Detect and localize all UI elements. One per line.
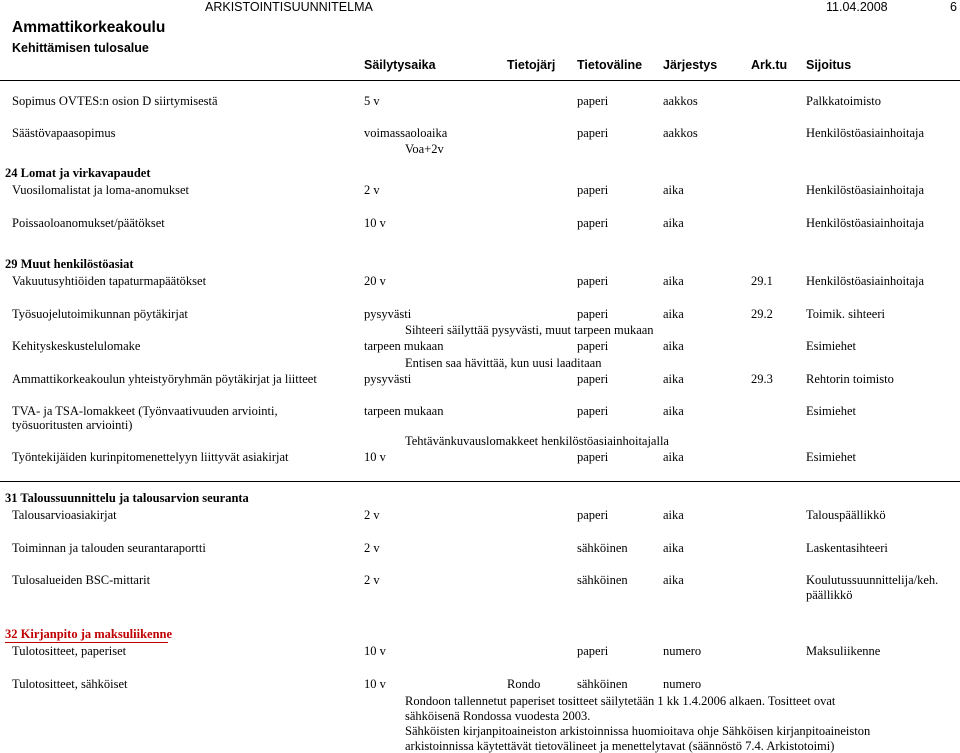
table-row-location-continued: päällikkö: [806, 588, 853, 602]
table-row-arkunit: 29.1: [751, 274, 773, 288]
table-row-order: aika: [663, 450, 684, 464]
table-row-order: numero: [663, 644, 702, 658]
table-row-name: Toiminnan ja talouden seurantaraportti: [12, 541, 206, 555]
note-line: arkistoinnissa käytettävät tietovälineet ja menettelytavat (säännöstö 7.4. Arkistotoimi): [405, 739, 835, 753]
table-row-location: Toimik. sihteeri: [806, 307, 885, 321]
table-row-medium: paperi: [577, 216, 609, 230]
table-row-medium: paperi: [577, 450, 609, 464]
section-heading: 29 Muut henkilöstöasiat: [5, 257, 134, 271]
section-heading-underline: [5, 642, 168, 643]
column-header-system: Tietojärj: [507, 58, 556, 72]
table-row-name: Tulosalueiden BSC-mittarit: [12, 573, 151, 587]
table-row-location: Laskentasihteeri: [806, 541, 888, 555]
column-header-retention: Säilytysaika: [364, 58, 436, 72]
table-row-retention: 2 v: [364, 183, 380, 197]
table-row-location: Rehtorin toimisto: [806, 372, 894, 386]
table-row-order: aika: [663, 307, 684, 321]
table-row-arkunit: 29.2: [751, 307, 773, 321]
organization-name: Ammattikorkeakoulu: [12, 19, 166, 36]
table-row-location: Henkilöstöasiainhoitaja: [806, 126, 925, 140]
table-row-order: aika: [663, 372, 684, 386]
table-row-note: Entisen saa hävittää, kun uusi laaditaan: [405, 356, 602, 370]
table-row-medium: paperi: [577, 644, 609, 658]
table-row-retention: tarpeen mukaan: [364, 404, 444, 418]
table-row-location: Henkilöstöasiainhoitaja: [806, 216, 925, 230]
table-row-name: Kehityskeskustelulomake: [12, 339, 141, 353]
table-row-retention: 10 v: [364, 677, 386, 691]
table-row-medium: paperi: [577, 274, 609, 288]
header-divider: [0, 80, 960, 81]
document-title: ARKISTOINTISUUNNITELMA: [205, 0, 373, 14]
table-row-retention: pysyvästi: [364, 307, 412, 321]
note-line: Rondoon tallennetut paperiset tositteet säilytetään 1 kk 1.4.2006 alkaen. Tositteet ovat: [405, 694, 836, 708]
table-row-note: Voa+2v: [405, 142, 444, 156]
table-row-retention: voimassaoloaika: [364, 126, 448, 140]
table-row-name: Työntekijäiden kurinpitomenettelyyn liittyvät asiakirjat: [12, 450, 289, 464]
section-heading: 24 Lomat ja virkavapaudet: [5, 166, 151, 180]
table-row-location: Talouspäällikkö: [806, 508, 886, 522]
page-number: 6: [950, 0, 957, 14]
column-header-order: Järjestys: [663, 58, 718, 72]
table-row-retention: 20 v: [364, 274, 386, 288]
column-header-medium: Tietoväline: [577, 58, 643, 72]
table-row-name: Vuosilomalistat ja loma-anomukset: [12, 183, 189, 197]
table-row-order: aakkos: [663, 94, 698, 108]
section-heading: 31 Taloussuunnittelu ja talousarvion seuranta: [5, 491, 249, 505]
section-divider: [0, 481, 960, 482]
table-row-order: aakkos: [663, 126, 698, 140]
table-row-retention: 2 v: [364, 508, 380, 522]
table-row-name: Tulotositteet, paperiset: [12, 644, 127, 658]
table-row-medium: sähköinen: [577, 573, 628, 587]
table-row-note: Tehtävänkuvauslomakkeet henkilöstöasiainhoitajalla: [405, 434, 669, 448]
table-row-name: Työsuojelutoimikunnan pöytäkirjat: [12, 307, 188, 321]
table-row-location: Koulutussuunnittelija/keh.: [806, 573, 939, 587]
table-row-name: Ammattikorkeakoulun yhteistyöryhmän pöytäkirjat ja liitteet: [12, 372, 317, 386]
table-row-medium: paperi: [577, 404, 609, 418]
table-row-retention: 2 v: [364, 541, 380, 555]
table-row-location: Henkilöstöasiainhoitaja: [806, 183, 925, 197]
table-row-medium: sähköinen: [577, 677, 628, 691]
table-row-medium: paperi: [577, 339, 609, 353]
table-row-medium: sähköinen: [577, 541, 628, 555]
table-row-name: Talousarvioasiakirjat: [12, 508, 117, 522]
table-row-location: Maksuliikenne: [806, 644, 881, 658]
table-row-order: aika: [663, 404, 684, 418]
table-row-retention: 2 v: [364, 573, 380, 587]
table-row-arkunit: 29.3: [751, 372, 773, 386]
column-header-arkunit: Ark.tu: [751, 58, 788, 72]
table-row-name: TVA- ja TSA-lomakkeet (Työnvaativuuden arviointi,: [12, 404, 278, 418]
table-row-medium: paperi: [577, 508, 609, 522]
table-row-medium: paperi: [577, 372, 609, 386]
table-row-name: Poissaoloanomukset/päätökset: [12, 216, 165, 230]
table-row-order: aika: [663, 183, 684, 197]
table-row-location: Esimiehet: [806, 339, 856, 353]
table-row-location: Esimiehet: [806, 450, 856, 464]
document-date: 11.04.2008: [826, 0, 888, 14]
table-row-name: Tulotositteet, sähköiset: [12, 677, 128, 691]
table-row-order: numero: [663, 677, 702, 691]
table-row-name: Säästövapaasopimus: [12, 126, 116, 140]
table-row-location: Henkilöstöasiainhoitaja: [806, 274, 925, 288]
table-row-note: Sihteeri säilyttää pysyvästi, muut tarpeen mukaan: [405, 323, 654, 337]
unit-name: Kehittämisen tulosalue: [12, 41, 149, 55]
table-row-medium: paperi: [577, 307, 609, 321]
section-heading-highlighted: 32 Kirjanpito ja maksuliikenne: [5, 627, 173, 641]
table-row-name: Vakuutusyhtiöiden tapaturmapäätökset: [12, 274, 207, 288]
table-row-retention: tarpeen mukaan: [364, 339, 444, 353]
table-row-medium: paperi: [577, 126, 609, 140]
table-row-order: aika: [663, 216, 684, 230]
table-row-order: aika: [663, 573, 684, 587]
table-row-location: Palkkatoimisto: [806, 94, 881, 108]
table-row-name-continued: työsuoritusten arviointi): [12, 418, 133, 432]
table-row-order: aika: [663, 541, 684, 555]
table-row-system: Rondo: [507, 677, 541, 691]
table-row-location: Esimiehet: [806, 404, 856, 418]
table-row-retention: 5 v: [364, 94, 380, 108]
table-row-retention: 10 v: [364, 216, 386, 230]
table-row-order: aika: [663, 339, 684, 353]
table-row-retention: 10 v: [364, 644, 386, 658]
column-header-location: Sijoitus: [806, 58, 852, 72]
table-row-medium: paperi: [577, 94, 609, 108]
table-row-order: aika: [663, 274, 684, 288]
note-line: Sähköisten kirjanpitoaineiston arkistoinnissa huomioitava ohje Sähköisen kirjanpitoaineiston: [405, 724, 871, 738]
table-row-medium: paperi: [577, 183, 609, 197]
table-row-order: aika: [663, 508, 684, 522]
table-row-name: Sopimus OVTES:n osion D siirtymisestä: [12, 94, 218, 108]
note-line: sähköisenä Rondossa vuodesta 2003.: [405, 709, 591, 723]
table-row-retention: pysyvästi: [364, 372, 412, 386]
table-row-retention: 10 v: [364, 450, 386, 464]
